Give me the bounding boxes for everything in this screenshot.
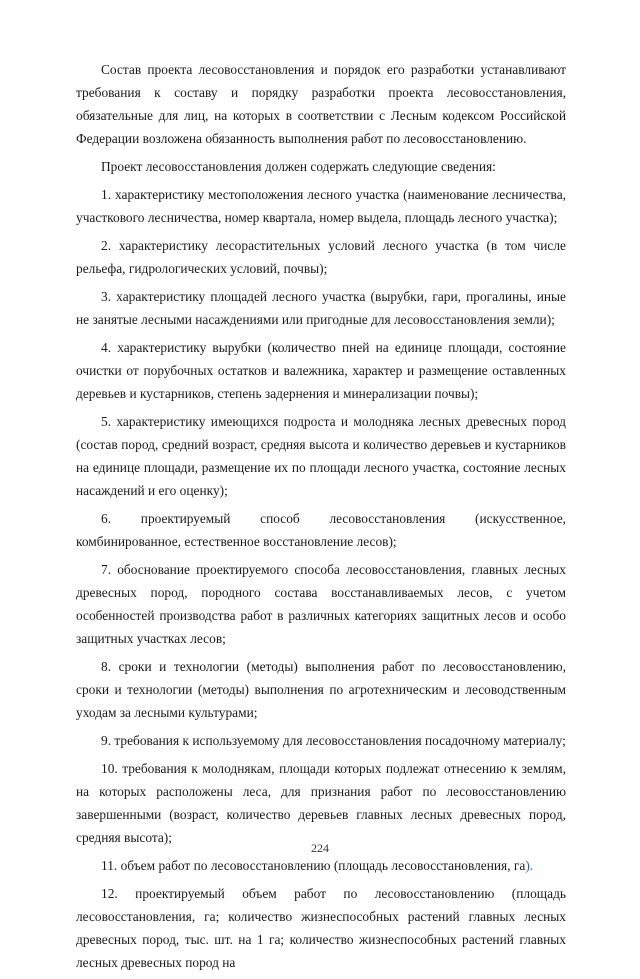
list-item-7: 7. обоснование проектируемого способа лесовосстановления, главных лесных древесных пород, породного состава восстанавливаемых лесов, с учетом особенностей производства работ в различных категориях защитных лесов и особо защитных участках лесов;: [76, 562, 566, 646]
paragraph-intro: Состав проекта лесовосстановления и порядок его разработки устанавливают требования к составу и порядку разработки проекта лесовосстановления, обязательные для лиц, на которых в соответствии с Лесным кодексом Российской Федерации возложена обязанность выполнения работ по лесовосстановлению.: [76, 62, 566, 146]
paragraph-required-info: Проект лесовосстановления должен содержать следующие сведения:: [101, 159, 496, 174]
list-item-12: 12. проектируемый объем работ по лесовосстановлению (площадь лесовосстановления, га; количество жизнеспособных растений главных лесных древесных пород, тыс. шт. на 1 га; количество жизнеспособных растений главных лесных древесных пород на: [76, 886, 566, 970]
list-item-6: 6. проектируемый способ лесовосстановления (искусственное, комбинированное, естественное восстановление лесов);: [76, 511, 566, 549]
list-item-9: 9. требования к используемому для лесовосстановления посадочному материалу;: [101, 733, 566, 748]
list-item-4: 4. характеристику вырубки (количество пней на единице площади, состояние очистки от порубочных остатков и валежника, характер и размещение оставленных деревьев и кустарников, степень задернения и минерализации почвы);: [76, 340, 566, 401]
list-item-8: 8. сроки и технологии (методы) выполнения работ по лесовосстановлению, сроки и технологии (методы) выполнения по агротехническим и лесоводственным уходам за лесными культурами;: [76, 659, 566, 720]
list-item-10: 10. требования к молоднякам, площади которых подлежат отнесению к землям, на которых расположены леса, для признания работ по лесовосстановлению завершенными (возраст, количество деревьев главных лесных древесных пород, средняя высота);: [76, 761, 566, 845]
list-item-1: 1. характеристику местоположения лесного участка (наименование лесничества, участкового лесничества, номер квартала, номер выдела, площадь лесного участка);: [76, 187, 566, 225]
list-item-11: [76, 854, 566, 877]
list-item-2: 2. характеристику лесорастительных условий лесного участка (в том числе рельефа, гидрологических условий, почвы);: [76, 238, 566, 276]
list-item-11-tail: ).: [525, 858, 534, 873]
list-item-5: 5. характеристику имеющихся подроста и молодняка лесных древесных пород (состав пород, средний возраст, средняя высота и количество деревьев и кустарников на единице площади, размещение их по площади лесного участка, состояние лесных насаждений и его оценку);: [76, 414, 566, 498]
page-number: 224: [311, 841, 329, 855]
list-item-11-text: 11. объем работ по лесовосстановлению (площадь лесовосстановления, га: [101, 858, 526, 873]
list-item-3: 3. характеристику площадей лесного участка (вырубки, гари, прогалины, иные не занятые лесными насаждениями или пригодные для лесовосстановления земли);: [76, 289, 566, 327]
